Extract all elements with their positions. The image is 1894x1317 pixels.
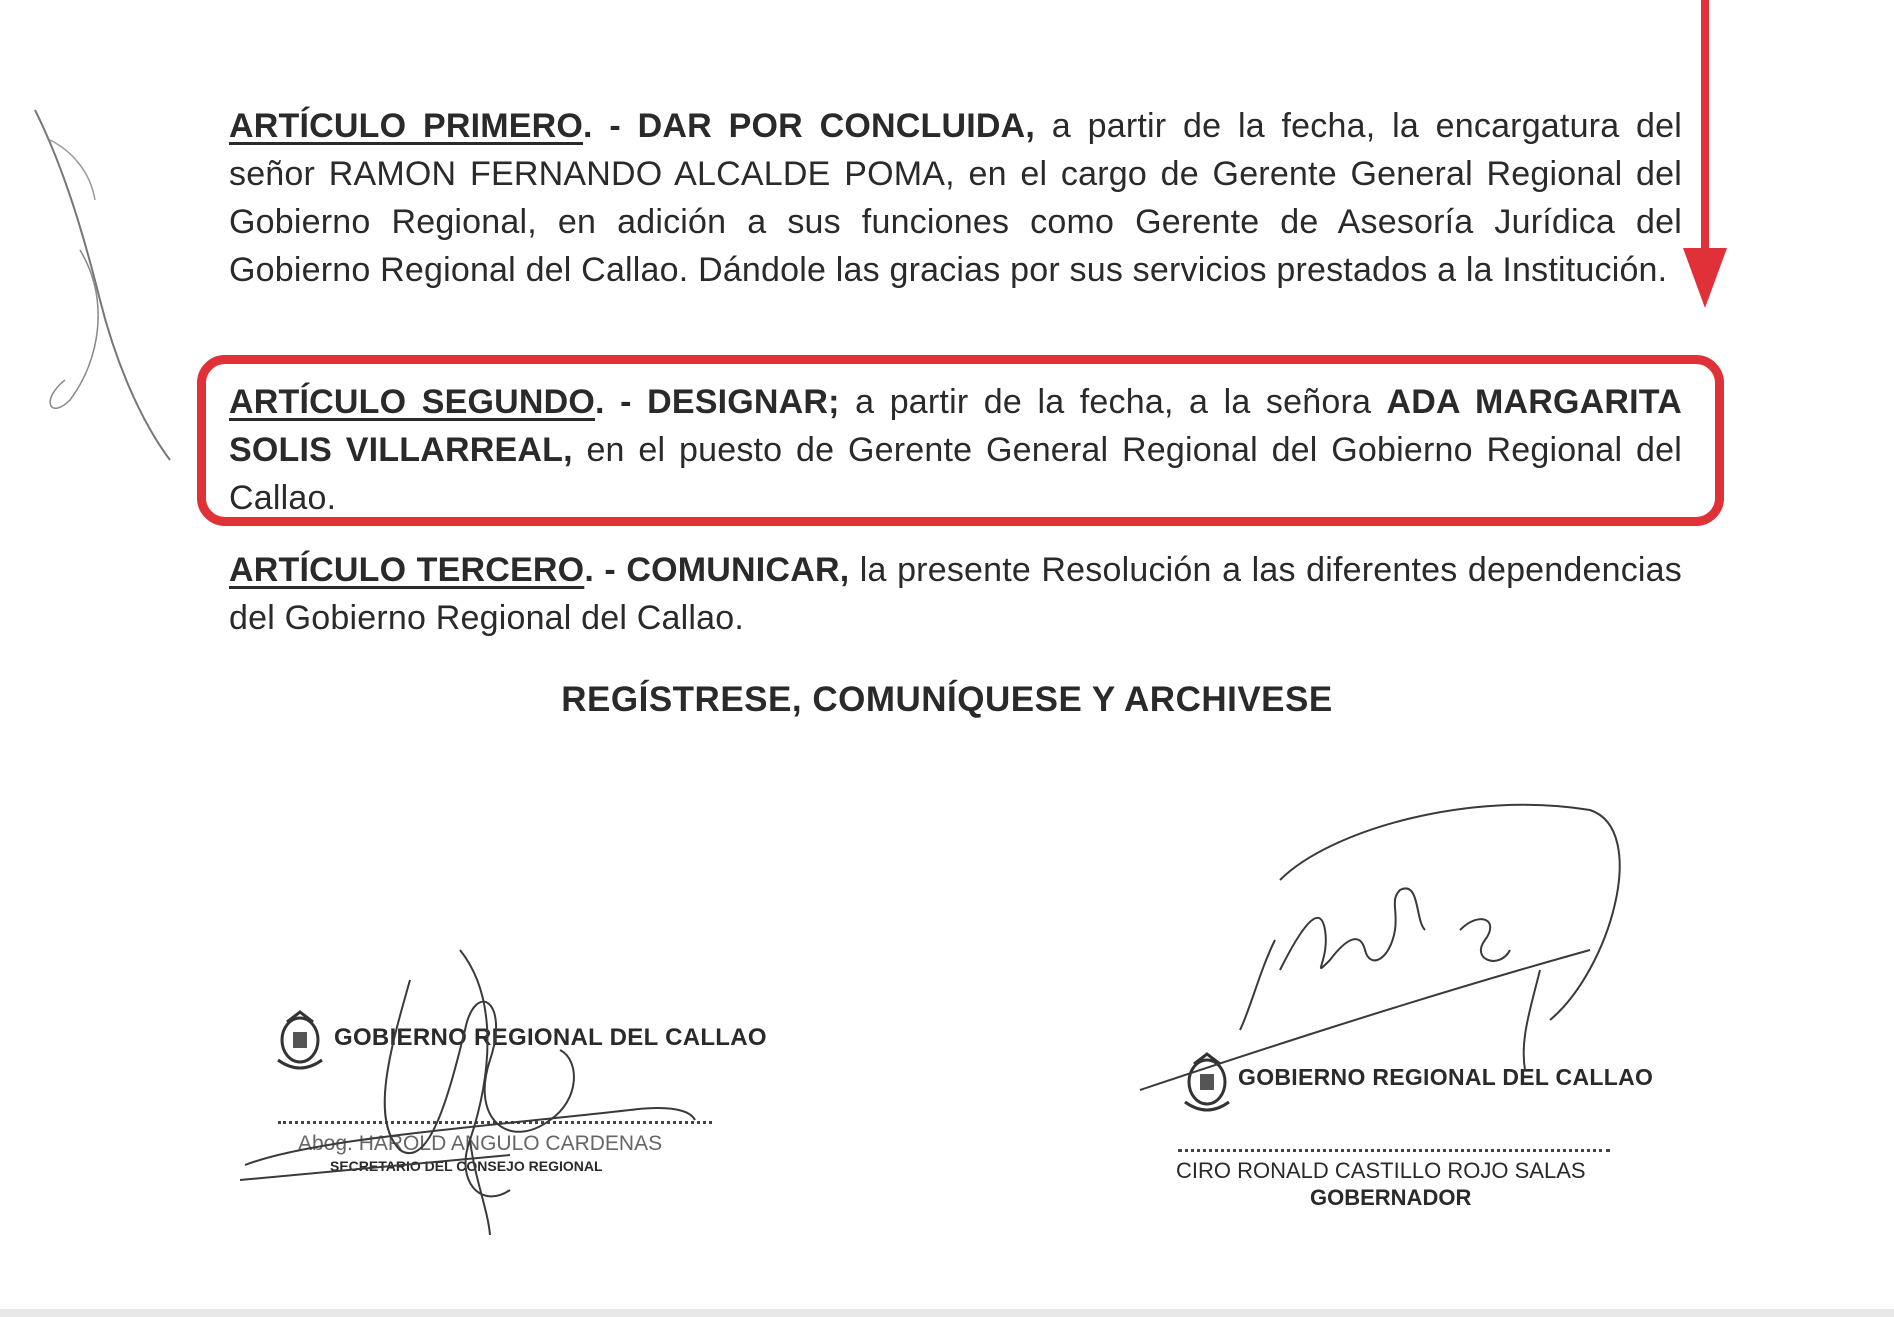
article-verb: DAR POR CONCLUIDA,	[637, 107, 1036, 145]
article-heading: ARTÍCULO TERCERO	[229, 551, 585, 589]
article-separator: . -	[584, 551, 627, 589]
article-segundo	[229, 378, 1682, 522]
article-text-after: en el puesto de Gerente General Regional del Gobierno Regional del Callao.	[229, 431, 1682, 517]
article-separator: . -	[595, 383, 648, 421]
designated-person-name: ADA MARGARITA SOLIS VILLARREAL,	[229, 383, 1683, 469]
article-text-before: a partir de la fecha, a la señora	[839, 383, 1387, 421]
arrow-down-icon	[1683, 248, 1727, 308]
article-text: a partir de la fecha, la encargatura del señor RAMON FERNANDO ALCALDE POMA, en el cargo de Gerente General Regional del Gobierno Regional, en adición a sus funciones como Gerente de Asesoría Jurídica del Gobierno Regional del Callao. Dándole las gracias por sus servicios prestados a la Institución.	[229, 107, 1682, 289]
margin-initial-scribble	[20, 100, 180, 480]
signer-role: GOBERNADOR	[1310, 1185, 1472, 1210]
article-separator: . -	[583, 107, 638, 145]
signer-name: CIRO RONALD CASTILLO ROJO SALAS	[1176, 1158, 1586, 1183]
article-primero	[229, 102, 1682, 294]
stamp-title: GOBIERNO REGIONAL DEL CALLAO	[1238, 1064, 1654, 1090]
article-verb: DESIGNAR;	[647, 383, 840, 421]
stamp-title: GOBIERNO REGIONAL DEL CALLAO	[334, 1024, 767, 1051]
article-verb: COMUNICAR,	[626, 551, 850, 589]
article-heading: ARTÍCULO SEGUNDO	[229, 383, 596, 421]
article-heading: ARTÍCULO PRIMERO	[229, 107, 584, 145]
handwritten-signature-right	[1130, 770, 1650, 1110]
arrow-down-icon-shaft	[1701, 0, 1709, 262]
bottom-edge	[0, 1309, 1894, 1317]
handwritten-signature-left	[250, 940, 730, 1240]
signer-name: Abog. HAROLD ANGULO CARDENAS	[298, 1132, 663, 1155]
closing-formula: REGÍSTRESE, COMUNÍQUESE Y ARCHIVESE	[561, 680, 1333, 719]
article-text: la presente Resolución a las diferentes dependencias del Gobierno Regional del Callao.	[229, 551, 1682, 637]
article-tercero	[229, 546, 1682, 642]
signer-role: SECRETARIO DEL CONSEJO REGIONAL	[330, 1158, 603, 1174]
signature-line	[1178, 1149, 1610, 1152]
